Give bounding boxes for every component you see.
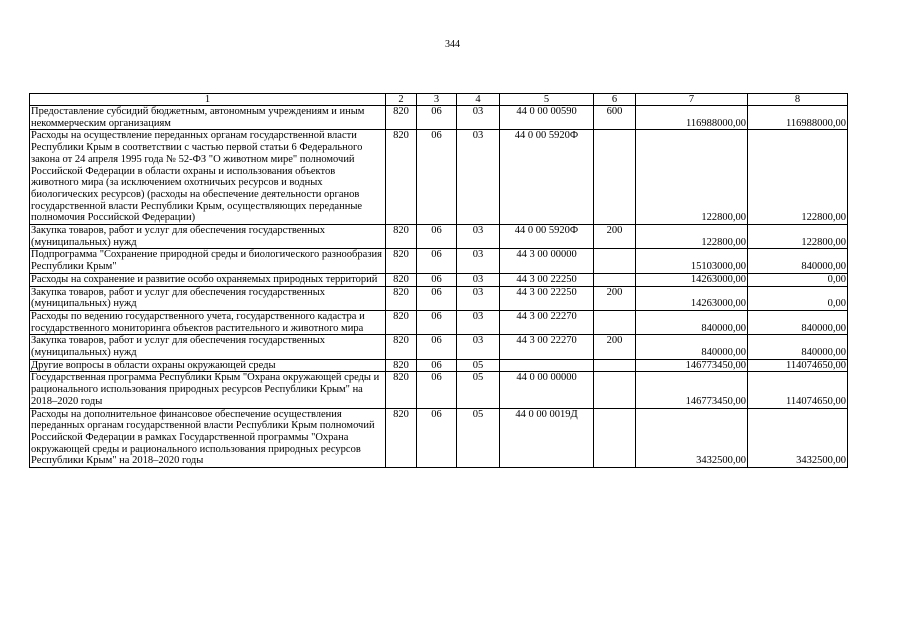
row-amount-col8: 840000,00 (748, 335, 848, 359)
row-expense-type-code (594, 408, 636, 468)
row-target-code: 44 3 00 22250 (500, 286, 594, 310)
header-cell: 4 (457, 94, 500, 106)
row-target-code: 44 0 00 5920Ф (500, 225, 594, 249)
row-amount-col7: 122800,00 (636, 225, 748, 249)
row-amount-col8: 116988000,00 (748, 106, 848, 130)
table-row (30, 359, 848, 372)
row-expense-type-code (594, 359, 636, 372)
table-row (30, 408, 848, 468)
row-subsection-code: 03 (457, 286, 500, 310)
row-subsection-code: 05 (457, 408, 500, 468)
row-section-code: 06 (417, 286, 457, 310)
row-section-code: 06 (417, 273, 457, 286)
row-ministry-code: 820 (386, 335, 417, 359)
row-amount-col7: 840000,00 (636, 335, 748, 359)
row-subsection-code: 05 (457, 359, 500, 372)
row-ministry-code: 820 (386, 130, 417, 225)
row-amount-col8: 122800,00 (748, 130, 848, 225)
row-expense-type-code (594, 372, 636, 408)
header-cell: 8 (748, 94, 848, 106)
table-row (30, 335, 848, 359)
table-row (30, 310, 848, 334)
table-row (30, 286, 848, 310)
row-target-code (500, 359, 594, 372)
header-cell: 5 (500, 94, 594, 106)
row-subsection-code: 05 (457, 372, 500, 408)
table-row (30, 225, 848, 249)
row-target-code: 44 3 00 22270 (500, 335, 594, 359)
row-expense-type-code (594, 273, 636, 286)
row-section-code: 06 (417, 106, 457, 130)
row-target-code: 44 0 00 0019Д (500, 408, 594, 468)
row-subsection-code: 03 (457, 106, 500, 130)
row-ministry-code: 820 (386, 106, 417, 130)
row-amount-col8: 840000,00 (748, 310, 848, 334)
row-name: Предоставление субсидий бюджетным, автономным учреждениям и иным некоммерческим организациям (30, 106, 386, 130)
row-name: Закупка товаров, работ и услуг для обеспечения государственных (муниципальных) нужд (30, 335, 386, 359)
header-cell: 6 (594, 94, 636, 106)
row-section-code: 06 (417, 310, 457, 334)
row-amount-col8: 114074650,00 (748, 372, 848, 408)
row-amount-col7: 15103000,00 (636, 249, 748, 273)
row-name: Расходы на дополнительное финансовое обеспечение осуществления переданных органам государственной власти Республики Крым полномочий Российской Федерации в рамках Государственной программы "Охрана окружающей среды и рационального использования природных ресурсов Республики Крым" на 2018–2020 годы (30, 408, 386, 468)
row-name: Подпрограмма "Сохранение природной среды и биологического разнообразия Республики Крым" (30, 249, 386, 273)
header-cell: 7 (636, 94, 748, 106)
table-row (30, 130, 848, 225)
table-row (30, 249, 848, 273)
row-amount-col7: 14263000,00 (636, 286, 748, 310)
row-section-code: 06 (417, 372, 457, 408)
row-expense-type-code (594, 130, 636, 225)
row-amount-col8: 0,00 (748, 273, 848, 286)
table-row (30, 273, 848, 286)
row-ministry-code: 820 (386, 310, 417, 334)
row-ministry-code: 820 (386, 249, 417, 273)
row-expense-type-code (594, 310, 636, 334)
row-target-code: 44 3 00 22270 (500, 310, 594, 334)
row-name: Закупка товаров, работ и услуг для обеспечения государственных (муниципальных) нужд (30, 225, 386, 249)
row-name: Закупка товаров, работ и услуг для обеспечения государственных (муниципальных) нужд (30, 286, 386, 310)
row-amount-col7: 122800,00 (636, 130, 748, 225)
row-expense-type-code: 200 (594, 286, 636, 310)
row-amount-col7: 146773450,00 (636, 372, 748, 408)
row-amount-col8: 840000,00 (748, 249, 848, 273)
row-amount-col7: 3432500,00 (636, 408, 748, 468)
row-ministry-code: 820 (386, 225, 417, 249)
row-expense-type-code: 200 (594, 225, 636, 249)
budget-table (29, 93, 848, 468)
row-name: Расходы на сохранение и развитие особо охраняемых природных территорий (30, 273, 386, 286)
row-target-code: 44 3 00 00000 (500, 249, 594, 273)
row-subsection-code: 03 (457, 310, 500, 334)
row-target-code: 44 0 00 5920Ф (500, 130, 594, 225)
row-section-code: 06 (417, 249, 457, 273)
row-amount-col8: 0,00 (748, 286, 848, 310)
row-ministry-code: 820 (386, 286, 417, 310)
row-section-code: 06 (417, 408, 457, 468)
row-target-code: 44 3 00 22250 (500, 273, 594, 286)
header-cell: 3 (417, 94, 457, 106)
header-cell: 1 (30, 94, 386, 106)
table-row (30, 106, 848, 130)
row-ministry-code: 820 (386, 372, 417, 408)
row-expense-type-code: 200 (594, 335, 636, 359)
row-ministry-code: 820 (386, 273, 417, 286)
row-expense-type-code (594, 249, 636, 273)
row-name: Расходы на осуществление переданных органам государственной власти Республики Крым в соответствии с частью первой статьи 6 Федерального закона от 24 апреля 1995 года № 52-ФЗ "О животном мире" полномочий Российской Федерации в области охраны и использования объектов животного мира (за исключением охотничьих ресурсов и водных биологических ресурсов) (расходы на обеспечение деятельности органов государственной власти Республики Крым, осуществляющих переданные полномочия Российской Федерации) (30, 130, 386, 225)
header-row (30, 94, 848, 106)
row-amount-col8: 122800,00 (748, 225, 848, 249)
row-subsection-code: 03 (457, 335, 500, 359)
row-section-code: 06 (417, 225, 457, 249)
row-name: Другие вопросы в области охраны окружающей среды (30, 359, 386, 372)
page-number: 344 (445, 39, 460, 50)
row-expense-type-code: 600 (594, 106, 636, 130)
row-section-code: 06 (417, 130, 457, 225)
row-amount-col8: 114074650,00 (748, 359, 848, 372)
row-target-code: 44 0 00 00000 (500, 372, 594, 408)
header-cell: 2 (386, 94, 417, 106)
table-row (30, 372, 848, 408)
row-ministry-code: 820 (386, 408, 417, 468)
row-subsection-code: 03 (457, 273, 500, 286)
row-target-code: 44 0 00 00590 (500, 106, 594, 130)
row-name: Государственная программа Республики Крым "Охрана окружающей среды и рационального использования природных ресурсов Республики Крым" на 2018–2020 годы (30, 372, 386, 408)
row-subsection-code: 03 (457, 249, 500, 273)
row-subsection-code: 03 (457, 225, 500, 249)
table-body (30, 106, 848, 468)
row-amount-col7: 116988000,00 (636, 106, 748, 130)
row-amount-col7: 146773450,00 (636, 359, 748, 372)
row-amount-col8: 3432500,00 (748, 408, 848, 468)
row-section-code: 06 (417, 359, 457, 372)
row-amount-col7: 14263000,00 (636, 273, 748, 286)
row-ministry-code: 820 (386, 359, 417, 372)
row-subsection-code: 03 (457, 130, 500, 225)
row-section-code: 06 (417, 335, 457, 359)
row-amount-col7: 840000,00 (636, 310, 748, 334)
row-name: Расходы по ведению государственного учета, государственного кадастра и государственного мониторинга объектов растительного и животного мира (30, 310, 386, 334)
